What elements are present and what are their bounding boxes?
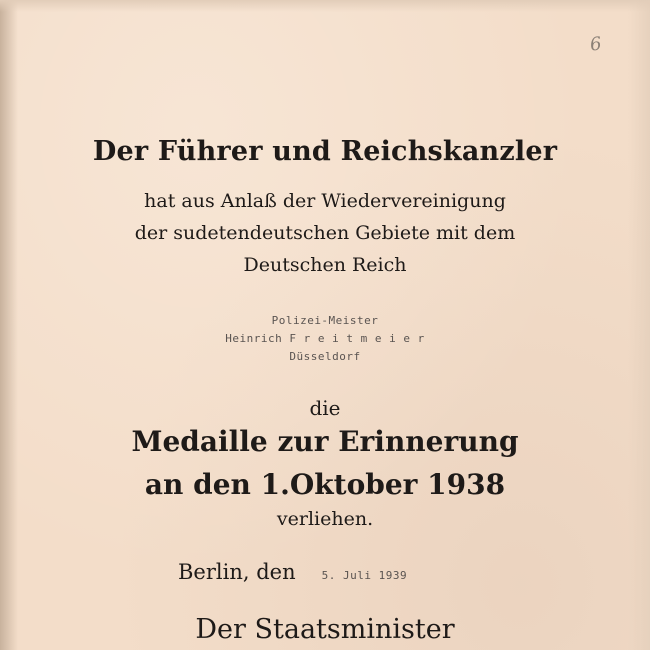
pencil-margin-note: 6 [588,33,603,56]
intro-line-2: der sudetendeutschen Gebiete mit dem [134,222,516,244]
signatory-title: Der Staatsminister [195,614,455,645]
recipient-last-name: F r e i t m e i e r [289,332,425,345]
place-label: Berlin, den [178,560,296,584]
recipient-city: Düsseldorf [289,350,361,363]
issue-date: 5. Juli 1939 [321,569,408,582]
certificate-heading: Der Führer und Reichskanzler [92,136,558,167]
place-date-row [178,560,407,584]
award-title-line-1: Medaille zur Erinnerung [131,425,519,458]
intro-line-3: Deutschen Reich [243,254,407,276]
award-title-line-2: an den 1.Oktober 1938 [144,468,506,501]
recipient-rank: Polizei-Meister [271,314,379,327]
award-verb: verliehen. [276,508,374,530]
intro-line-1: hat aus Anlaß der Wiedervereinigung [144,190,506,212]
award-article: die [309,396,341,420]
recipient-first-name: Heinrich [225,332,283,345]
recipient-name [0,332,650,345]
paper-edge-top [0,0,650,12]
